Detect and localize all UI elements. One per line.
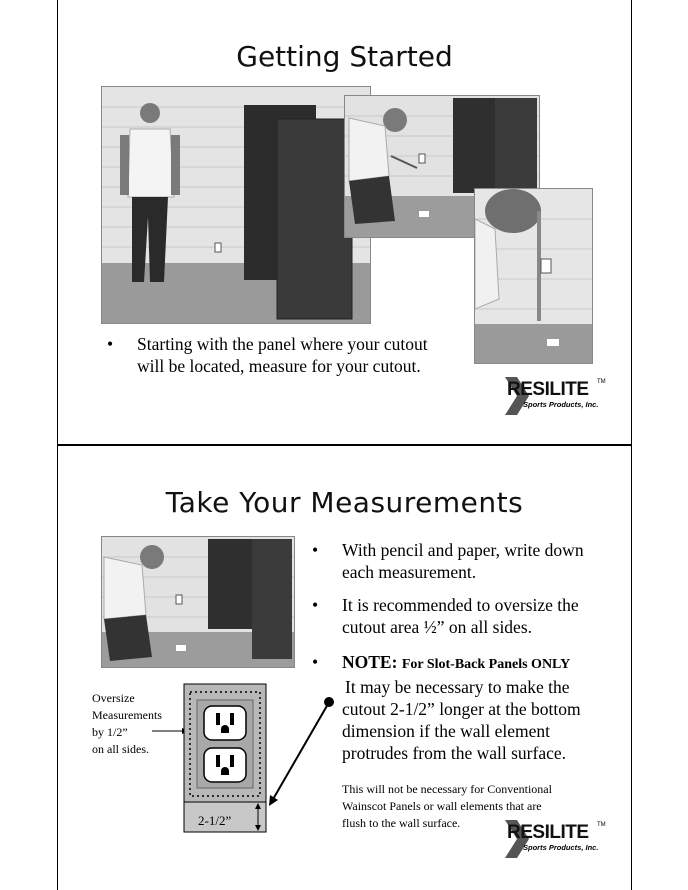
oversize-label: Oversize Measurements by 1/2” on all sides. <box>92 691 162 756</box>
bullet-marker: • <box>312 595 319 615</box>
bullet-marker: • <box>107 334 114 354</box>
logo-trademark: TM <box>597 822 606 828</box>
receptacle-bottom <box>204 748 246 782</box>
bullet-write-down <box>312 539 612 585</box>
footnote-line: flush to the wall surface. <box>342 816 461 830</box>
bullet-line: It is recommended to oversize the <box>342 595 579 615</box>
logo-trademark: TM <box>597 379 606 385</box>
footnote-line: This will not be necessary for Conventional <box>342 782 552 796</box>
footnote-line: Wainscot Panels or wall elements that are <box>342 799 542 813</box>
bullet-line: With pencil and paper, write down <box>342 540 584 560</box>
note-label: NOTE: <box>342 652 398 672</box>
note-line: dimension if the wall element <box>342 721 551 741</box>
resilite-logo <box>503 818 606 860</box>
logo-subtitle: Sports Products, Inc. <box>523 843 599 852</box>
bullet-line: cutout area ½” on all sides. <box>342 617 533 637</box>
bullet-line: Starting with the panel where your cutout <box>137 334 428 354</box>
note-line: cutout 2-1/2” longer at the bottom <box>342 699 581 719</box>
slide-getting-started <box>57 0 632 445</box>
bullet-starting-panel <box>107 333 487 379</box>
resilite-logo <box>503 375 606 417</box>
note-line: It may be necessary to make the <box>345 677 570 697</box>
bullet-marker: • <box>312 540 319 560</box>
bullet-note <box>312 651 622 763</box>
note-pointer-line <box>272 704 328 801</box>
slide-title: Getting Started <box>236 40 453 73</box>
logo-wordmark: RESILITE <box>507 379 589 400</box>
note-pointer-dot <box>324 697 334 707</box>
receptacle-top <box>204 706 246 740</box>
note-qualifier: For Slot-Back Panels ONLY <box>401 657 571 672</box>
logo-subtitle: Sports Products, Inc. <box>523 400 599 409</box>
bullet-line: each measurement. <box>342 562 477 582</box>
photo-man-kneeling-measuring <box>101 536 295 668</box>
logo-wordmark: RESILITE <box>507 822 589 843</box>
bullet-marker: • <box>312 652 319 672</box>
bullet-line: will be located, measure for your cutout. <box>137 356 421 376</box>
note-line: protrudes from the wall surface. <box>342 743 567 763</box>
slide-title: Take Your Measurements <box>165 486 524 519</box>
slide-take-measurements <box>57 445 632 890</box>
outlet-cutout-diagram <box>118 682 348 838</box>
bullet-oversize <box>312 594 612 640</box>
photo-man-measuring-outlet <box>474 188 593 364</box>
photo-man-with-panels <box>101 86 371 324</box>
dimension-label: 2-1/2” <box>198 813 232 828</box>
